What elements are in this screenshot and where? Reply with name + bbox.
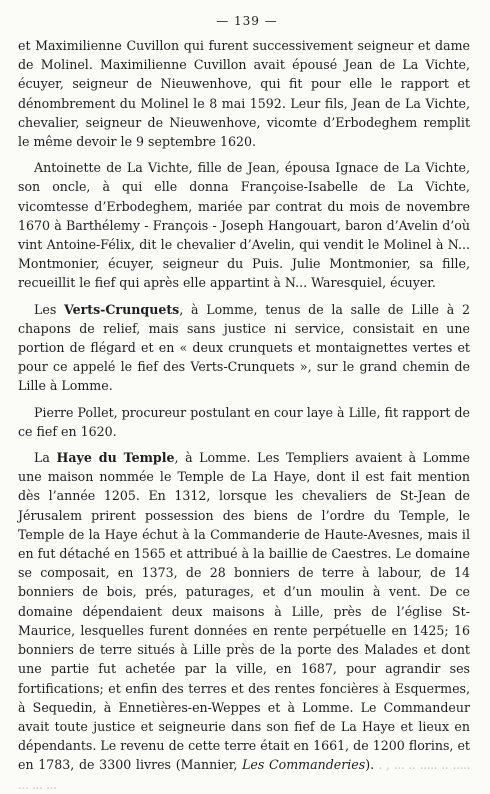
verts-crunquets-body: , à Lomme, tenus de la salle de Lille à 2 chapons de relief, mais sans justice ni service, consistait en une portion de flégard et en « deux crunquets et montaignettes vertes et pour ce appelé le fief des Verts-Crunquets », sur le grand chemin de Lille à Lomme.: [18, 301, 470, 394]
heading-verts-crunquets: Verts-Crunquets: [64, 301, 180, 317]
faded-print-smudge: . , ... .. ..... .. ..... ... ... ...: [18, 757, 471, 792]
paragraph-verts-crunquets: [18, 300, 470, 396]
page-number: — 139 —: [216, 14, 278, 28]
prefix-les: Les: [34, 301, 65, 317]
prefix-la: La: [34, 450, 57, 466]
citation-title: Les Commanderies: [242, 757, 366, 773]
citation-close: ).: [365, 757, 375, 773]
heading-haye-du-temple: Haye du Temple: [56, 450, 175, 466]
haye-du-temple-body: , à Lomme. Les Templiers avaient à Lomme une maison nommée le Temple de La Haye, dont il est fait mention dès l’année 1205. En 1312, lorsque les chevaliers de St-Jean de Jérusalem prirent possession des biens de l’ordre du Temple, le Temple de la Haye échut à la Commanderie de Haute-Avesnes, mais il en fut détaché en 1565 et attribué à la baillie de Caestres. Le domaine se composait, en 1373, de 28 bonniers de terre à labour, de 14 bonniers de bois, prés, paturages, et d’un moulin à vent. De ce domaine dépendaient deux maisons à Lille, près de l’église St-Maurice, lesquelles furent données en rente perpétuelle en 1425; 16 bonniers de terre situés à Lille près de la porte des Malades et dont une partie fut achetée par la ville, en 1687, pour agrandir ses fortifications; et enfin des terres et des rentes foncières à Esquermes, à Sequedin, à Ennetières-en-Weppes et à Lomme. Le Commandeur avait toute justice et seigneurie dans son fief de La Haye et lieux en dépendants. Le revenu de cette terre était en 1661, de 1200 florins, et en 1783, de 3300 livres (Mannier,: [18, 450, 470, 773]
paragraph-pierre-pollet: Pierre Pollet, procureur postulant en cour laye à Lille, fit rapport de ce fief en 1620.: [18, 404, 470, 439]
paragraph-haye-du-temple: [18, 448, 470, 794]
paragraph-la-vichte-lineage: Antoinette de La Vichte, fille de Jean, épousa Ignace de La Vichte, son oncle, à qui elle donna Françoise-Isabelle de La Vichte, vicomtesse d’Erbodeghem, mariée par contrat du mois de novembre 1670 à Barthélemy - François - Joseph Hangouart, baron d’Avelin d’où vint Antoine-Félix, dit le chevalier d’Avelin, qui vendit le Molinel à N... Montmonier, écuyer, seigneur du Puis. Julie Montmonier, sa fille, recueillit le fief qui après elle appartint à N... Waresquiel, écuyer.: [18, 160, 470, 291]
paragraph-molinel-succession: et Maximilienne Cuvillon qui furent successivement seigneur et dame de Molinel. Maximilienne Cuvillon avait épousé Jean de La Vichte, écuyer, seigneur de Nieuwenhove, qui fit pour elle le rapport et dénombrement du Molinel le 8 mai 1592. Leur fils, Jean de La Vichte, chevalier, seigneur de Nieuwenhove, vicomte d’Erbodeghem remplit le même devoir le 9 septembre 1620.: [18, 38, 470, 150]
